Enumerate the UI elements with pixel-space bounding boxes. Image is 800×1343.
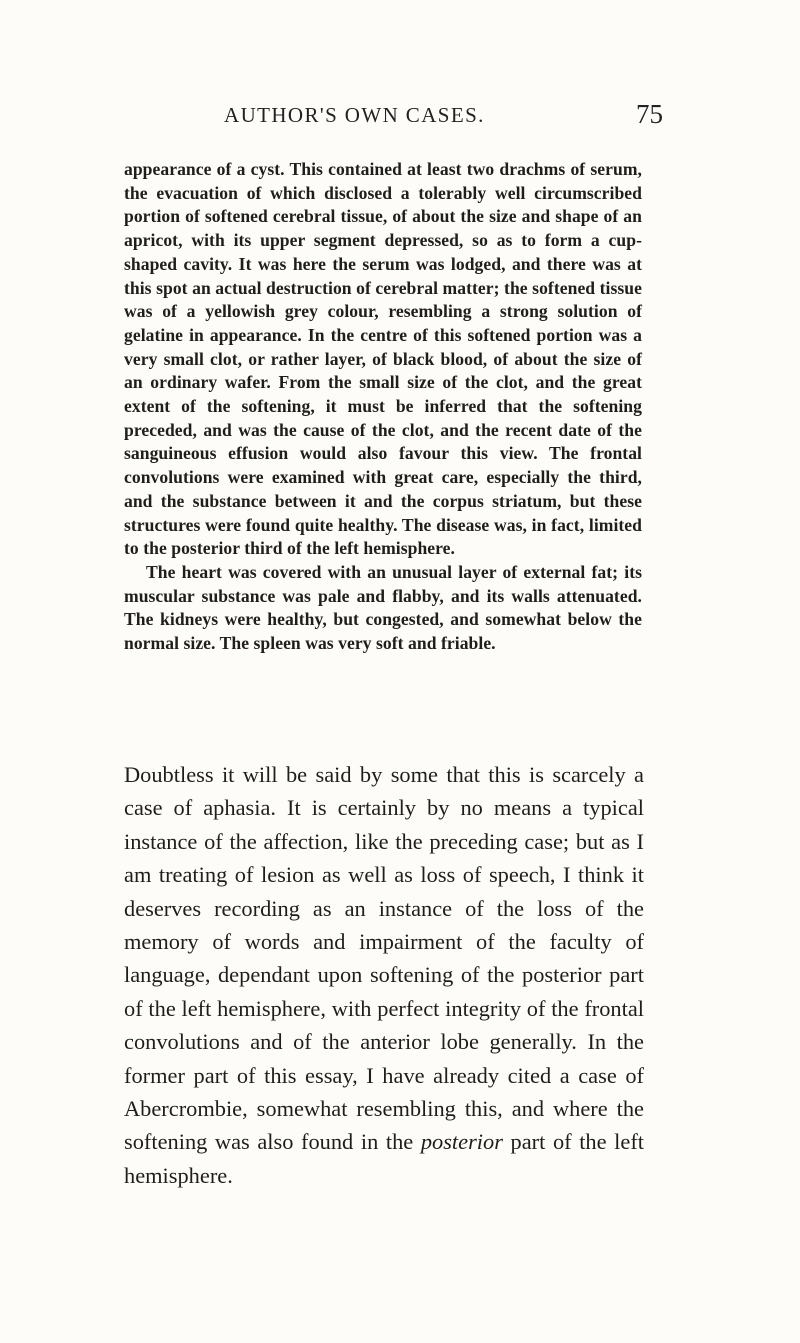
case-paragraph-organs: The heart was covered with an unusual layer of external fat; its muscular substance was pale and flabby, and its walls attenuated. The kidneys were healthy, but congested, and somewhat below the normal size. The spleen was very soft and friable.	[124, 561, 642, 654]
commentary-italic-word: posterior	[420, 1129, 503, 1155]
running-head: AUTHOR'S OWN CASES.	[224, 103, 485, 127]
commentary-text-after: part of the left hemisphere.	[124, 1129, 644, 1188]
case-paragraph-brain: appearance of a cyst. This contained at least two drachms of serum, the evacuation of which disclosed a tolerably well circumscribed portion of softened cerebral tissue, of about the size and shape of an apricot, with its upper segment depressed, so as to form a cup-shaped cavity. It was here the serum was lodged, and there was at this spot an actual destruction of cerebral matter; the softened tissue was of a yellowish grey colour, resembling a strong solution of gelatine in appearance. In the centre of this softened portion was a very small clot, or rather layer, of black blood, of about the size of an ordinary wafer. From the small size of the clot, and the great extent of the softening, it must be inferred that the softening preceded, and was the cause of the clot, and the recent date of the sanguineous effusion would also favour this view. The frontal convolutions were examined with great care, especially the third, and the substance between it and the corpus striatum, but these structures were found quite healthy. The disease was, in fact, limited to the posterior third of the left hemisphere.	[124, 159, 642, 559]
page-number: 75	[636, 99, 663, 129]
commentary-text-before: Doubtless it will be said by some that this is scarcely a case of aphasia. It is certainly by no means a typical instance of the affection, like the preceding case; but as I am treating of lesion as well as loss of speech, I think it deserves recording as an instance of the loss of the memory of words and impairment of the faculty of language, dependant upon softening of the posterior part of the left hemisphere, with perfect integrity of the frontal convolutions and of the anterior lobe generally. In the former part of this essay, I have already cited a case of Abercrombie, somewhat resembling this, and where the softening was also found in the	[124, 762, 644, 1155]
commentary-block	[124, 758, 644, 1192]
commentary-paragraph	[124, 758, 644, 1192]
case-notes-block	[124, 158, 642, 656]
page-header	[0, 99, 800, 139]
